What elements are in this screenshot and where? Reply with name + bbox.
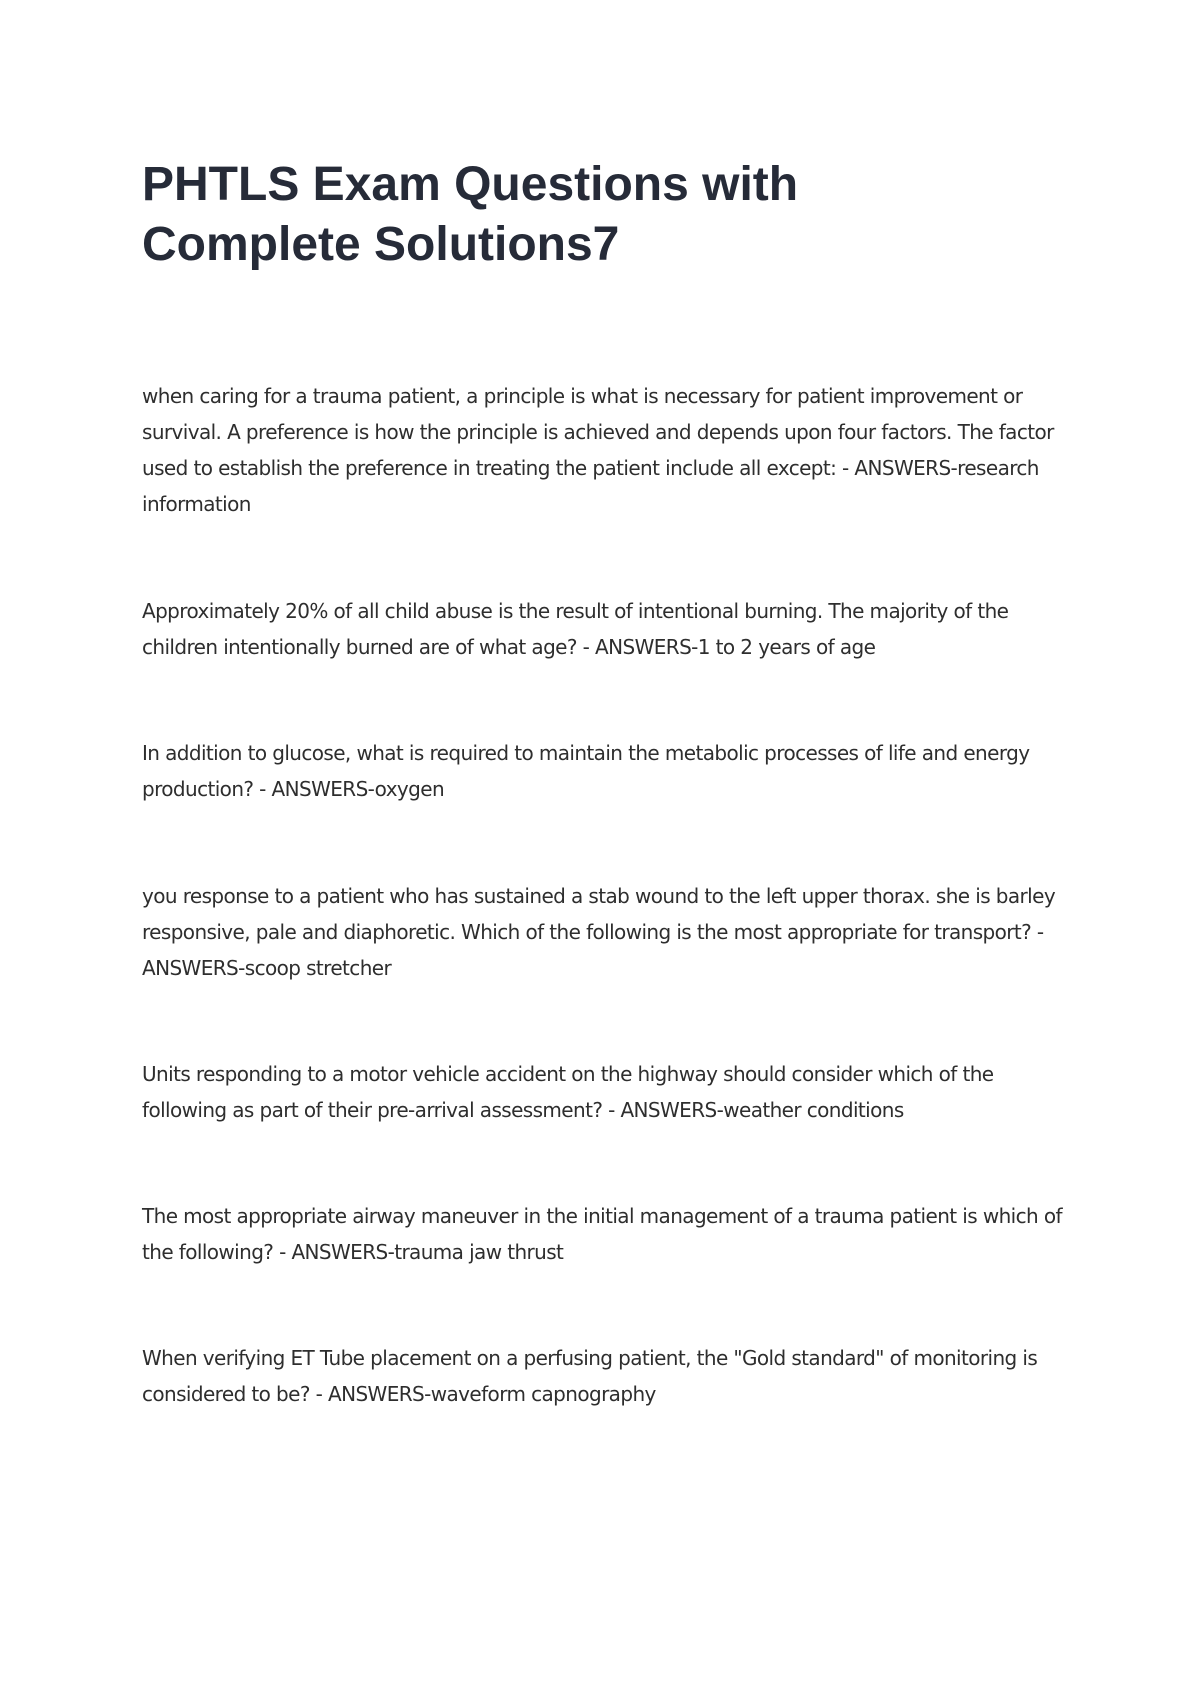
question-answer-item: The most appropriate airway maneuver in the initial management of a trauma patient is which of the following? - ANSWERS-trauma jaw thrust (142, 1204, 1062, 1264)
question-answer-item: you response to a patient who has sustained a stab wound to the left upper thorax. she is barley responsive, pale and diaphoretic. Which of the following is the most appropriate for transport? - ANSWERS-scoop stretcher (142, 884, 1056, 980)
question-answer-item: When verifying ET Tube placement on a perfusing patient, the "Gold standard" of monitoring is considered to be? - ANSWERS-waveform capnography (142, 1346, 1038, 1406)
document-title: PHTLS Exam Questions with Complete Solutions7 (142, 158, 799, 271)
question-answer-item: Units responding to a motor vehicle accident on the highway should consider which of the following as part of their pre-arrival assessment? - ANSWERS-weather conditions (142, 1062, 994, 1122)
question-answer-item: when caring for a trauma patient, a principle is what is necessary for patient improvement or survival. A preference is how the principle is achieved and depends upon four factors. The factor used to establish the preference in treating the patient include all except: - ANSWERS-research information (142, 384, 1054, 516)
question-answer-item: Approximately 20% of all child abuse is the result of intentional burning. The majority of the children intentionally burned are of what age? - ANSWERS-1 to 2 years of age (142, 599, 1009, 659)
question-answer-item: In addition to glucose, what is required to maintain the metabolic processes of life and energy production? - ANSWERS-oxygen (142, 741, 1030, 801)
